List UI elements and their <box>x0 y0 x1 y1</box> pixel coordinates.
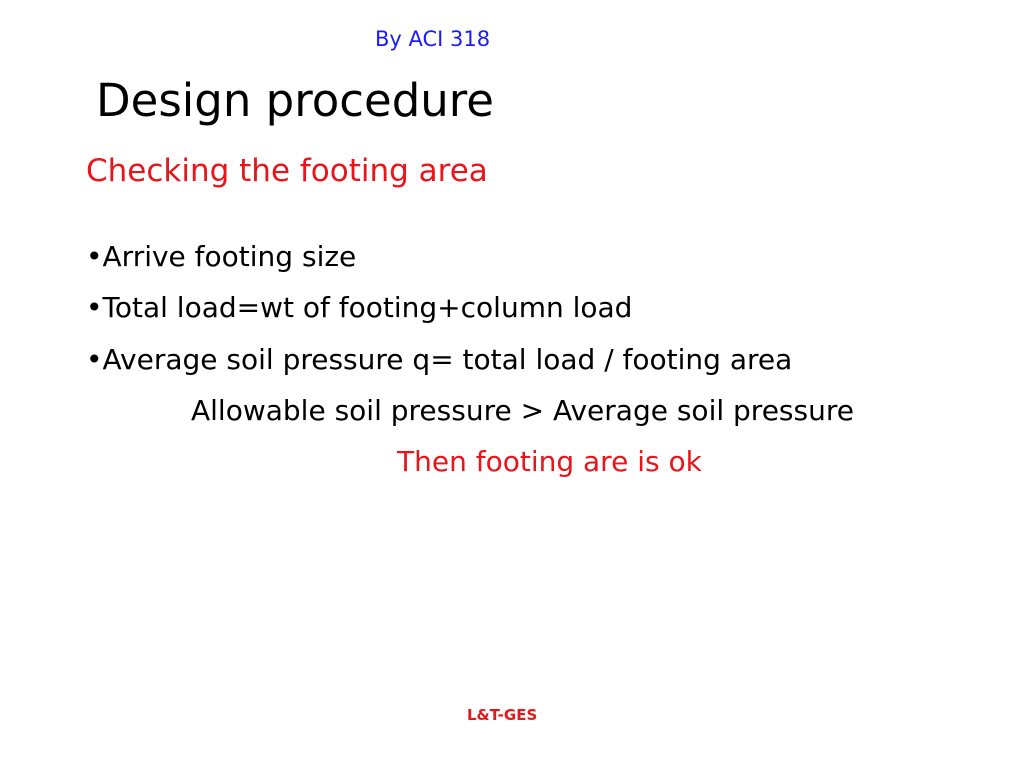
slide-subtitle: Checking the footing area <box>86 153 488 189</box>
footer-label: L&T-GES <box>467 706 538 724</box>
bullet-item: •Average soil pressure q= total load / footing area <box>86 343 793 376</box>
condition-text: Allowable soil pressure > Average soil pressure <box>191 394 854 427</box>
conclusion-text: Then footing are is ok <box>397 445 702 478</box>
source-note: By ACI 318 <box>375 27 491 51</box>
bullet-item: •Total load=wt of footing+column load <box>86 291 633 324</box>
slide-title: Design procedure <box>96 74 494 127</box>
bullet-item: •Arrive footing size <box>86 240 357 273</box>
